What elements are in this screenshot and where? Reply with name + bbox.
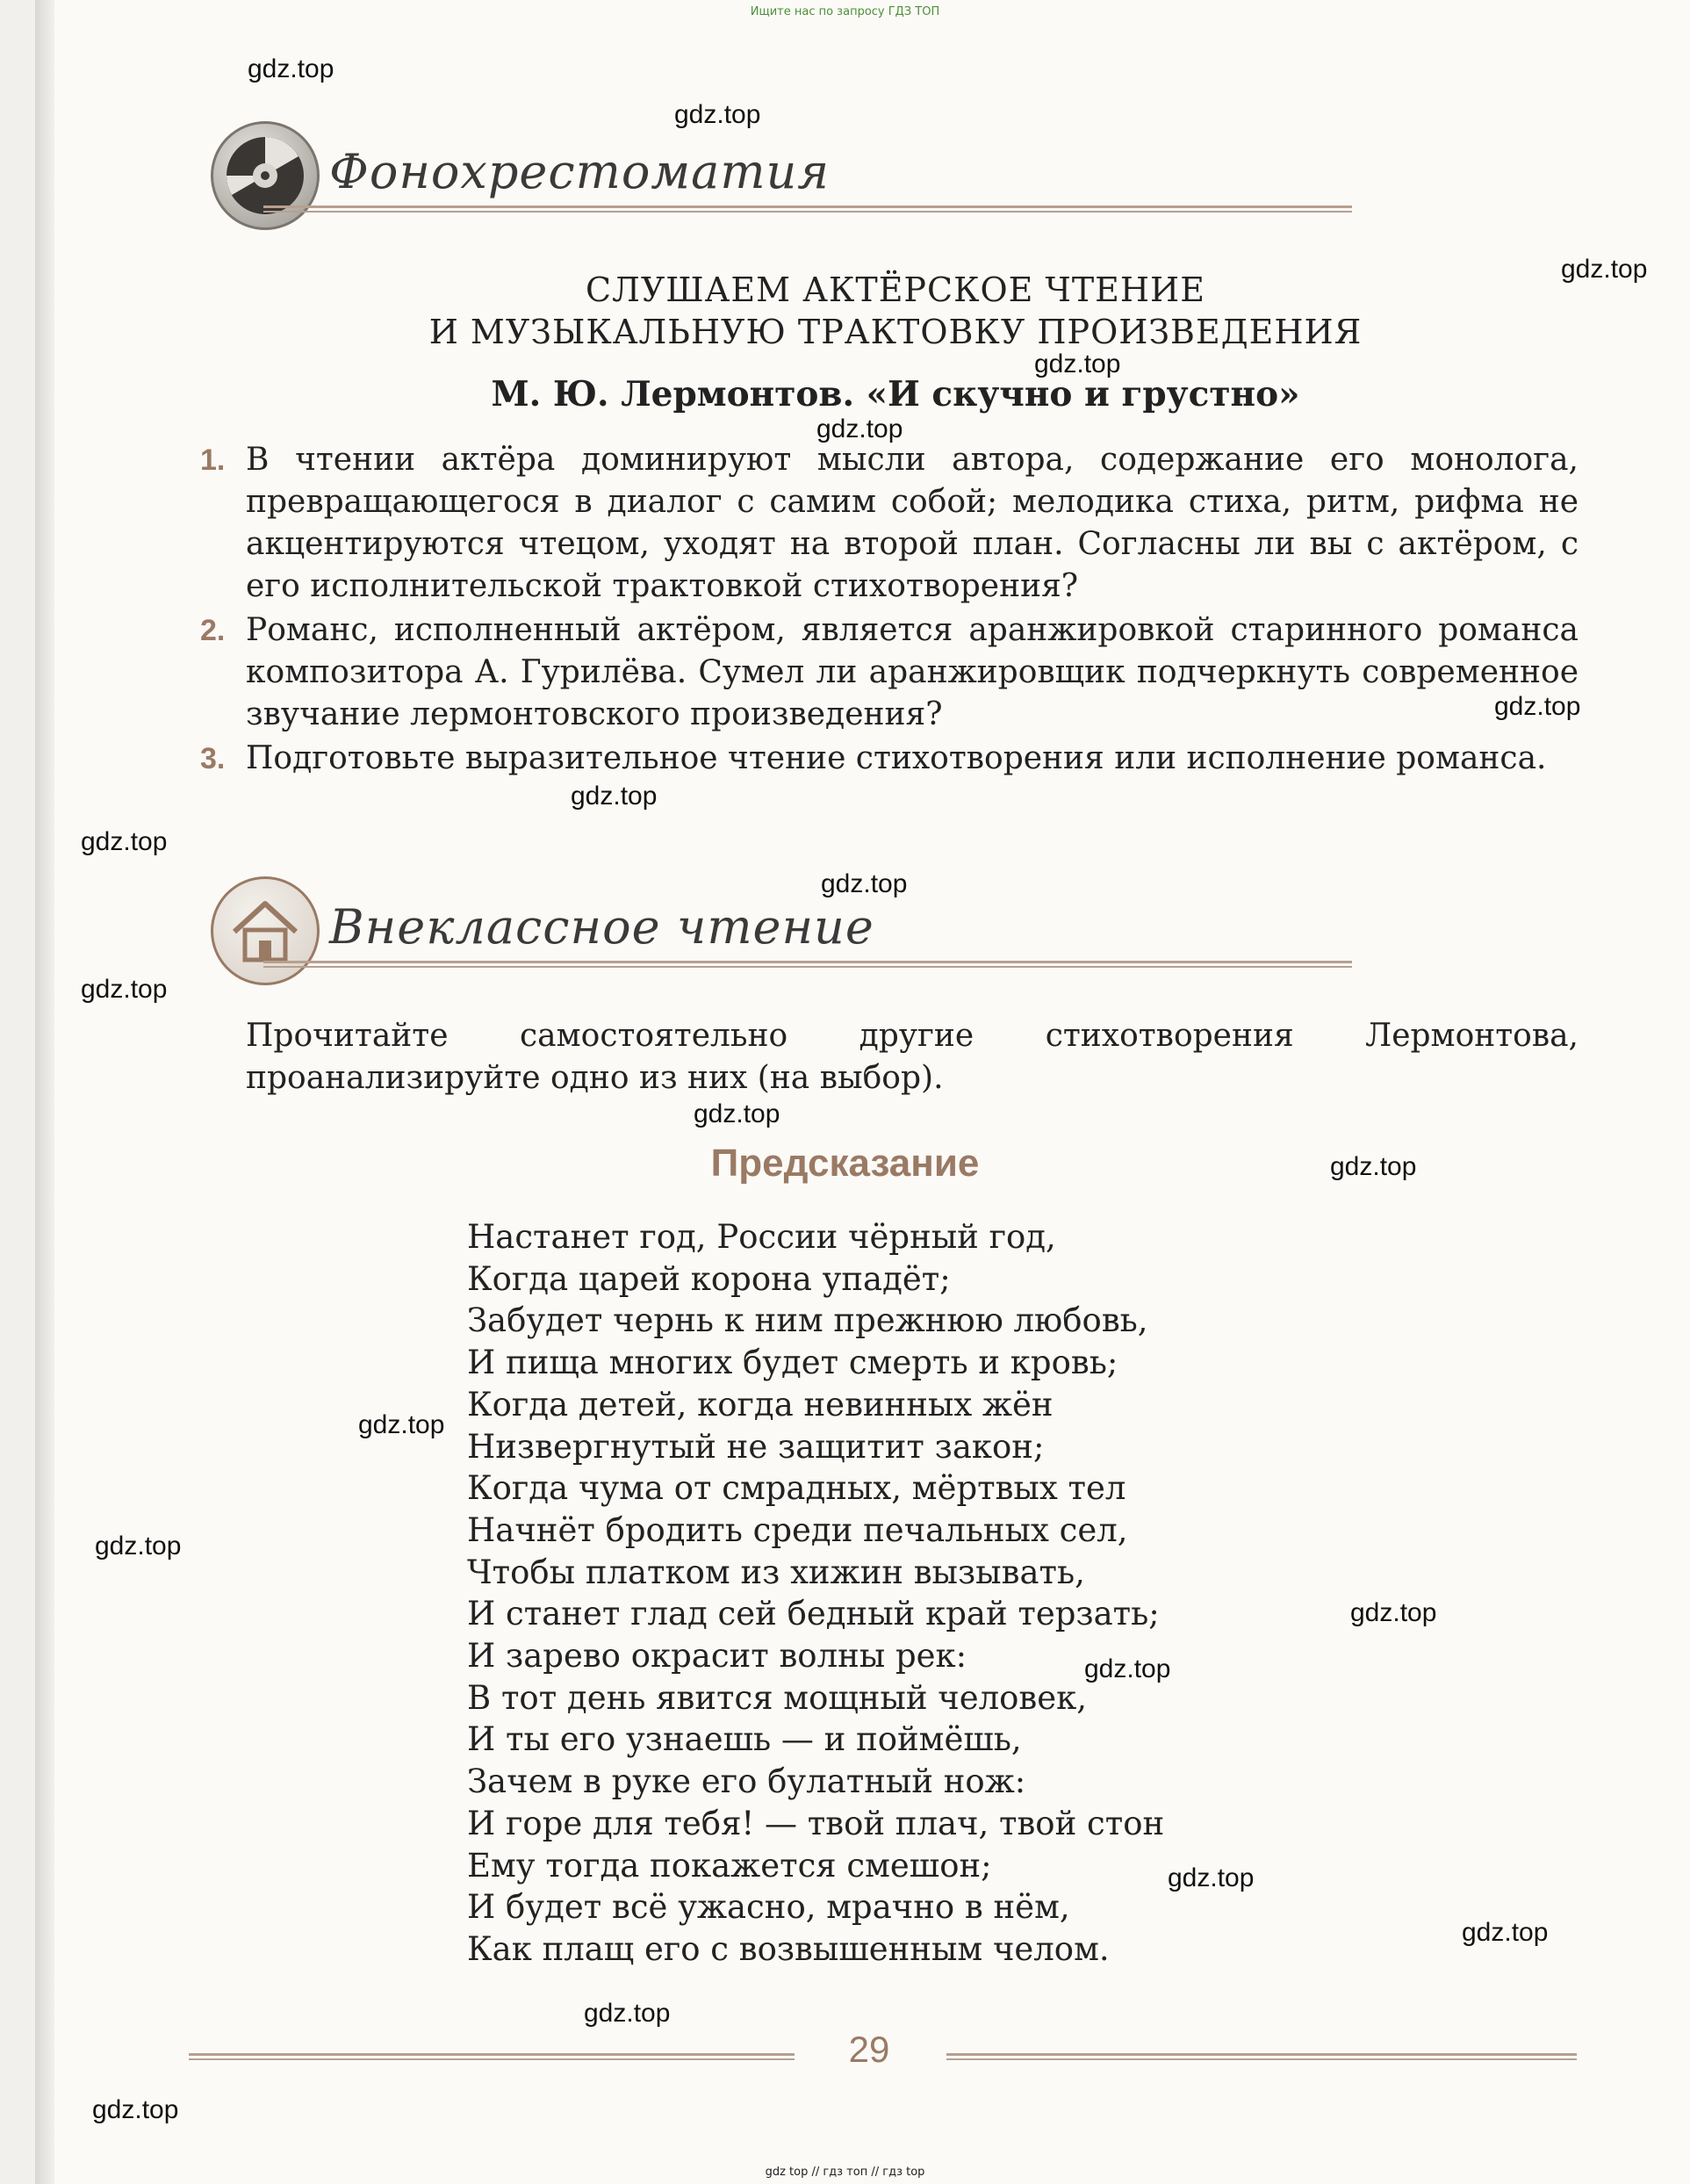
watermark: gdz.top — [584, 1999, 671, 2028]
poem-line: И ты его узнаешь — и поймёшь, — [467, 1720, 1022, 1759]
poem-line: Ему тогда покажется смешон; — [467, 1846, 992, 1885]
watermark: gdz.top — [81, 827, 168, 856]
header-rule — [263, 961, 1352, 969]
poem-line: Низвергнутый не защитит закон; — [467, 1427, 1045, 1466]
watermark: gdz.top — [1084, 1654, 1171, 1683]
poem-line: И зарево окрасит волны рек: — [467, 1637, 967, 1676]
phono-header — [211, 121, 1352, 227]
poem-line: Как плащ его с возвышенным челом. — [467, 1929, 1110, 1968]
poem-line: Когда чума от смрадных, мёртвых тел — [467, 1469, 1126, 1508]
question-text: Подготовьте выразительное чтение стихотворения или исполнение романса. — [246, 740, 1547, 776]
question-1 — [200, 439, 1579, 608]
question-number: 1. — [200, 443, 226, 477]
watermark: gdz.top — [95, 1532, 182, 1561]
watermark: gdz.top — [92, 2095, 179, 2124]
footer-rule-left — [189, 2053, 795, 2062]
page-number: 29 — [848, 2029, 890, 2070]
watermark: gdz.top — [248, 54, 334, 83]
watermark: gdz.top — [694, 1099, 780, 1128]
question-2 — [200, 609, 1579, 736]
phono-heading-line2: И МУЗЫКАЛЬНУЮ ТРАКТОВКУ ПРОИЗВЕДЕНИЯ — [428, 313, 1363, 351]
watermark: gdz.top — [571, 782, 658, 811]
extra-intro: Прочитайте самостоятельно другие стихотворения Лермонтова, проанализируйте одно из них (на выбор). — [246, 1018, 1579, 1096]
top-note: Ищите нас по запросу ГДЗ ТОП — [750, 5, 940, 18]
bottom-note: gdz top // гдз топ // гдз top — [765, 2166, 925, 2179]
poem-line: Когда царей корона упадёт; — [467, 1259, 951, 1298]
poem-line: Забудет чернь к ним прежнюю любовь, — [467, 1301, 1148, 1340]
poem-line: Начнёт бродить среди печальных сел, — [467, 1510, 1128, 1549]
poem-line: И станет глад сей бедный край терзать; — [467, 1595, 1160, 1633]
question-number: 2. — [200, 614, 226, 647]
watermark: gdz.top — [1561, 255, 1648, 284]
poem-line: И пища многих будет смерть и кровь; — [467, 1344, 1118, 1382]
question-number: 3. — [200, 742, 226, 775]
poem-line: Когда детей, когда невинных жён — [467, 1385, 1054, 1424]
poem-line: И горе для тебя! — твой плач, твой стон — [467, 1804, 1165, 1842]
poem — [467, 1216, 1433, 1971]
question-3 — [200, 738, 1579, 780]
watermark: gdz.top — [1168, 1863, 1255, 1892]
poem-line: Чтобы платком из хижин вызывать, — [467, 1553, 1085, 1591]
poem-line: Зачем в руке его булатный нож: — [467, 1762, 1026, 1801]
watermark: gdz.top — [1494, 692, 1581, 721]
question-text: Романс, исполненный актёром, является аранжировкой старинного романса композитора А. Гурилёва. Сумел ли аранжировщик подчеркнуть современное звучание лермонтовского произведения? — [246, 612, 1579, 732]
poem-title: Предсказание — [710, 1142, 980, 1185]
watermark: gdz.top — [1330, 1152, 1417, 1181]
poem-line: И будет всё ужасно, мрачно в нём, — [467, 1888, 1070, 1927]
watermark: gdz.top — [816, 414, 903, 443]
work-title: М. Ю. Лермонтов. «И скучно и грустно» — [491, 374, 1300, 414]
phono-title: Фонохрестоматия — [329, 144, 831, 199]
question-text: В чтении актёра доминируют мысли автора, содержание его монолога, превращающегося в диалог с самим собой; мелодика стиха, ритм, рифма не акцентируются чтецом, уходят на второй план. Согласны ли вы с актёром, с его исполнительской трактовкой стихотворения? — [246, 442, 1579, 604]
watermark: gdz.top — [1350, 1598, 1437, 1627]
watermark: gdz.top — [821, 869, 908, 898]
footer-rule-right — [946, 2053, 1577, 2062]
extra-header — [211, 876, 1352, 982]
watermark: gdz.top — [358, 1410, 445, 1439]
watermark: gdz.top — [1462, 1918, 1549, 1947]
header-rule — [263, 205, 1352, 214]
poem-line: В тот день явится мощный человек, — [467, 1678, 1088, 1717]
watermark: gdz.top — [81, 975, 168, 1004]
poem-line: Настанет год, России чёрный год, — [467, 1218, 1056, 1256]
watermark: gdz.top — [674, 100, 761, 129]
watermark: gdz.top — [1034, 350, 1121, 378]
phono-heading-line1: СЛУШАЕМ АКТЁРСКОЕ ЧТЕНИЕ — [586, 270, 1205, 309]
extra-title: Внеклассное чтение — [329, 899, 874, 955]
